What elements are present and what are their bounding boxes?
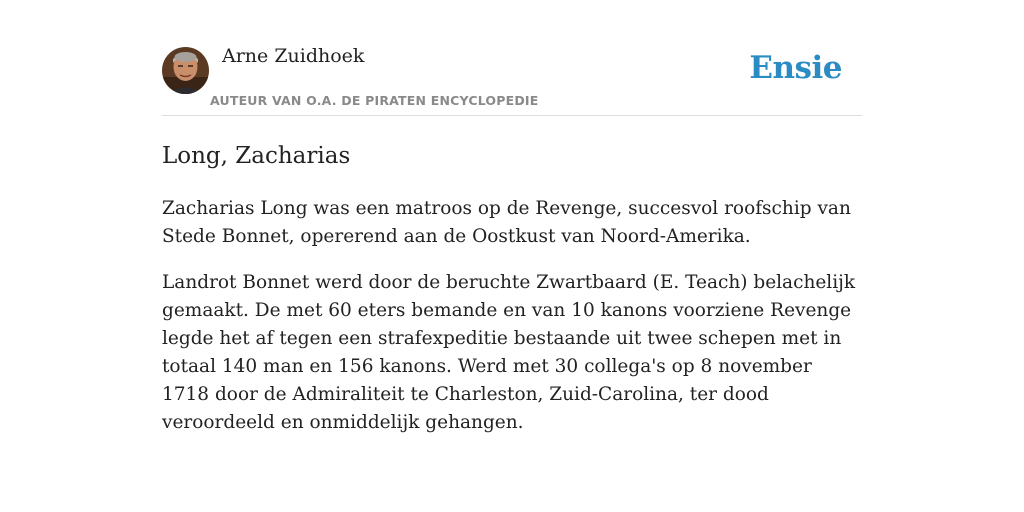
article-body	[162, 195, 862, 437]
article-paragraph: Landrot Bonnet werd door de beruchte Zwartbaard (E. Teach) belachelijk gemaakt. De met 60 eters bemande en van 10 kanons voorziene Revenge legde het af tegen een strafexpeditie bestaande uit twee schepen met in totaal 140 man en 156 kanons. Werd met 30 collega's op 8 november 1718 door de Admiraliteit te Charleston, Zuid-Carolina, ter dood veroordeeld en onmiddelijk gehangen.	[162, 272, 856, 433]
article-paragraph: Zacharias Long was een matroos op de Revenge, succesvol roofschip van Stede Bonnet, opererend aan de Oostkust van Noord-Amerika.	[162, 198, 851, 247]
brand-logo[interactable]: Ensie	[749, 50, 842, 86]
author-avatar[interactable]	[162, 47, 209, 94]
article-title: Long, Zacharias	[162, 143, 351, 169]
author-header	[162, 0, 862, 116]
author-subtitle: AUTEUR VAN O.A. DE PIRATEN ENCYCLOPEDIE	[210, 93, 539, 108]
author-name[interactable]: Arne Zuidhoek	[222, 45, 365, 67]
author-portrait-icon	[162, 47, 209, 94]
content-column	[162, 0, 862, 437]
